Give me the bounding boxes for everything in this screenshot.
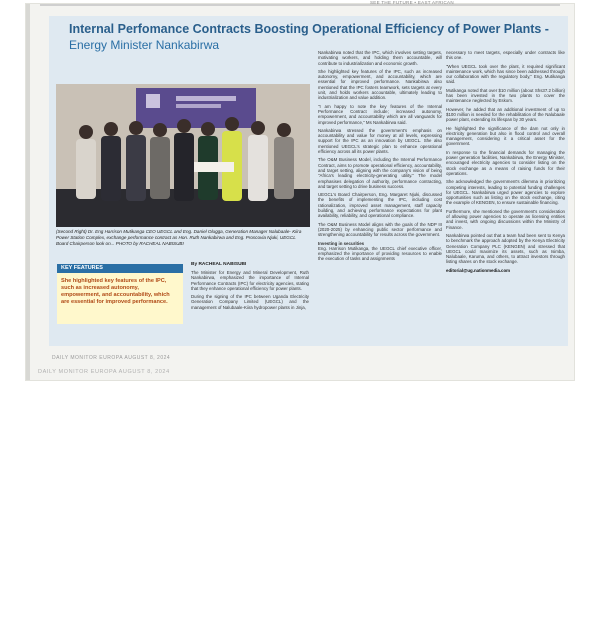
key-features-title: KEY FEATURES [57,264,183,273]
key-features-box [57,264,183,324]
byline: By RACHEAL NABISUBI [191,262,247,267]
col2-subheading: Investing in securities [318,240,365,246]
header-rule [40,4,560,6]
col2-paragraph: Eng. Harrison Mutikanga, the UEGCL chief executive officer, emphasized the importance of providing resources to enable the execution of tasks and assignments [318,245,442,262]
col3-paragraph: Mutikanga noted that over $10 million (about Shs37.2 billion) has been invested in the two plants to cover the maintenance neglected by Eskom. [446,87,565,104]
col2-paragraph: The O&M Business Model, including the Internal Performance Contract, aims to promote operational efficiency, accountability, and target setting, aligning with the company's vision of being "Africa's leading electricity-generating utility." The model emphasises delegation of authority, performance contracting, and target setting to drive business success. [318,157,442,189]
column-1 [191,270,309,313]
col3-paragraph: Nankabirwa pointed out that a team had been sent to Kenya to benchmark the approach adopted by the Kenya Electricity Generation Company PLC (KENGEN) and stressed that UEGCL could maximize its assets, such as Isimba, Nalubaale, Karuma, and others, to attract investors through listing shares on the stock exchange. [446,232,565,265]
bottom-strip-faded: DAILY MONITOR EUROPA AUGUST 8, 2024 [38,369,170,375]
col3-paragraph: "When UEGCL took over the plant, it required significant maintenance work, which has since been addressed through our collaboration with the regulatory body," Eng. Mutikanga said. [446,63,565,85]
contact-email: editorial@ug.nationmedia.com [446,267,511,273]
photo-caption: (Second Right) Dr. Eng Harrison Mutikanga CEO UEGCL and Eng. Daniel Olugga, Generation Manager Nalubaale- Kiira Power Station Complex, exchange performance contract as Hon. Ruth Nankabirwa and Eng. Proscovia Njuki, UEGCL Board Chairperson look on... PHOTO by RACHEAL NABISUBI [56,229,302,246]
bottom-strip: DAILY MONITOR EUROPA AUGUST 8, 2024 [52,355,171,361]
top-strip: SEE THE FUTURE • EAST AFRICAN [370,0,454,5]
col2-paragraph: Nankabirwa noted that the IPC, which involves setting targets, motivating workers, and holding them accountable, will contribute to industrialization and economic growth. [318,50,442,66]
page-fold-edge [26,4,30,380]
col2-paragraph: She highlighted key features of the IPC, such as increased autonomy, empowerment, and accountability, which are essential for improved performance. Nankabirwa also mentioned that the IPC fosters teamwork, sets targets at every unit, and holds workers accountable, ultimately leading to industrialization and value addition. [318,68,442,101]
key-features-text: She highlighted key features of the IPC, such as increased autonomy, empowerment, and accountability, which are essential for improved performance. [61,278,170,305]
group-photo-image [56,84,310,227]
col3-paragraph: He highlighted the significance of the dam not only in electricity generation but also in flood control and overall management, considering it a critical asset for the government. [446,125,565,147]
col3-paragraph: However, he added that an additional investment of up to $100 million is needed for the rehabilitation of the Nalubaale power plant, extending its lifespan by 30 years. [446,106,565,123]
column-3 [446,50,565,276]
col1-paragraph: During the signing of the IPC between Uganda Electricity Generation Company Limited (UEGCL) and the management of Nalubaale-Kiira hydropower plants in Jinja, [191,294,309,310]
article-title: Internal Perfomance Contracts Boosting Operational Efficiency of Power Plants - [69,22,549,36]
col1-paragraph: The Minister for Energy and Mineral Development, Ruth Nankabirwa, emphasized the importance of Internal Performance Contracts (IPC) for electricity agencies, stating that they enhance operational efficiency for power plants. [191,270,309,291]
col3-paragraph: necessary to meet targets, especially under contracts like this one. [446,50,565,61]
column-2 [318,50,442,265]
col2-paragraph: "I am happy to note the key features of the Internal Performance Contract include; increased autonomy, empowerment, and accountability which are all vanguards for improved performance," Ms Nankabirwa said. [318,103,442,125]
col2-paragraph: The O&M Business Model aligns with the goals of the NDP III (2020-2025) by enhancing public sector performance and strengthening accountability for results across the government. [318,221,442,238]
col2-paragraph: Nankabirwa stressed the government's emphasis on accountability and value for money at all levels, expressing support for the IPC as an innovation by UEGCL. She also mentioned UEGCL's strategic plan to enhance operational efficiency across all its power plants. [318,127,442,155]
col3-paragraph: Furthermore, she mentioned the government's consideration of allowing power agencies to operate as licensing entities and invest, with ongoing discussions within the Ministry of Finance. [446,208,565,230]
col2-paragraph: UEGCL's Board Chairperson, Eng. Margaret Njuki, discussed the benefits of implementing the IPC, including cost rationalization, improved asset management, staff capacity building, and achieving performance expectations for plant availability, reliability, and operational compliance. [318,192,442,219]
col3-paragraph: In response to the financial demands for managing the power generation facilities, Nankabirwa, the Energy Minister, encouraged electricity agencies to consider listing on the stock exchange as a means of raising funds for their operations. [446,149,565,176]
article-subtitle: Energy Minister Nankabirwa [69,38,220,52]
article-photo [56,84,310,227]
col3-paragraph: She acknowledged the government's dilemma in prioritizing competing interests, leading to potential funding challenges for UEGCL. Nankabirwa urged power agencies to explore opportunities such as listing on the stock exchange, citing the example of KENGEN, to ensure sustainable financing. [446,179,565,206]
